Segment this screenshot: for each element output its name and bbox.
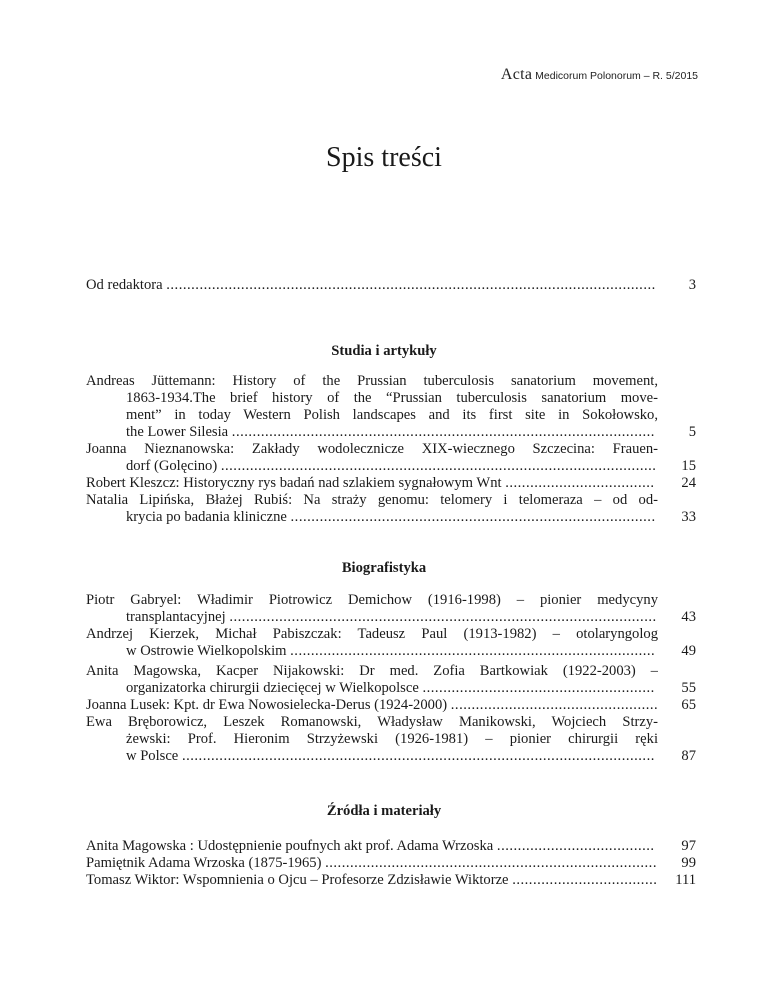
entry-line: transplantacyjnej	[126, 609, 226, 625]
entry-line: Tomasz Wiktor: Wspomnienia o Ojcu – Profesorze Zdzisławie Wiktorze	[86, 872, 509, 888]
leader-dots: ....................................	[505, 475, 655, 491]
entry-line: Anita Magowska : Udostępnienie poufnych akt prof. Adama Wrzoska	[86, 838, 494, 854]
toc-page-number: 111	[675, 872, 696, 888]
entry-line: Robert Kleszcz: Historyczny rys badań nad szlakiem sygnałowym Wnt	[86, 475, 502, 491]
leader-dots: ........................................................	[422, 680, 655, 696]
toc-page-number: 43	[681, 609, 696, 625]
entry-line: Ewa Bręborowicz, Leszek Romanowski, Władysław Manikowski, Wojciech Strzy-	[86, 714, 658, 730]
entry-line: Andreas Jüttemann: History of the Prussian tuberculosis sanatorium movement,	[86, 373, 658, 389]
running-head	[501, 66, 698, 84]
leader-dots: .......................................................................................................	[229, 609, 657, 625]
leader-dots: ........................................................................................	[290, 643, 656, 659]
leader-dots: ......................................................................................................	[231, 424, 655, 440]
journal-name: Acta	[500, 66, 533, 83]
entry-line: Piotr Gabryel: Władimir Piotrowicz Demichow (1916-1998) – pionier medycyny	[86, 592, 658, 608]
entry-line: dorf (Golęcino)	[126, 458, 218, 474]
leader-dots: ......................................	[496, 838, 655, 854]
leader-dots: ..................................................................................................................	[181, 748, 655, 764]
leader-dots: ..................................................	[450, 697, 658, 713]
entry-line: organizatorka chirurgii dziecięcej w Wielkopolsce	[126, 680, 419, 696]
section-heading: Źródła i materiały	[326, 803, 442, 819]
toc-page-number: 33	[681, 509, 696, 525]
page-title: Spis treści	[326, 142, 442, 173]
journal-issue: Medicorum Polonorum – R. 5/2015	[532, 70, 698, 82]
entry-line: Natalia Lipińska, Błażej Rubiś: Na straży genomu: telomery i telomeraza – od od-	[86, 492, 658, 508]
entry-line: the Lower Silesia	[126, 424, 229, 440]
entry-line: Joanna Nieznanowska: Zakłady wodolecznicze XIX-wiecznego Szczecina: Frauen-	[86, 441, 658, 457]
entry-line: Andrzej Kierzek, Michał Pabiszczak: Tadeusz Paul (1913-1982) – otolaryngolog	[86, 626, 658, 642]
entry-line: Pamiętnik Adama Wrzoska (1875-1965)	[86, 855, 322, 871]
toc-page-number: 87	[681, 748, 696, 764]
entry-line: 1863-1934.The brief history of the “Prussian tuberculosis sanatorium move-	[126, 390, 658, 406]
toc-page-number: 97	[681, 838, 696, 854]
entry-line: Anita Magowska, Kacper Nijakowski: Dr med. Zofia Bartkowiak (1922-2003) –	[86, 663, 658, 679]
toc-page-number: 15	[681, 458, 696, 474]
entry-line: w Polsce	[126, 748, 179, 764]
toc-page-number: 99	[681, 855, 696, 871]
toc-page-number: 65	[681, 697, 696, 713]
leader-dots: ........................................................................................	[290, 509, 656, 525]
toc-entry-text: Od redaktora	[86, 277, 163, 293]
toc-page-number: 49	[681, 643, 696, 659]
leader-dots: ................................................................................	[325, 855, 657, 871]
section-heading: Biografistyka	[341, 560, 427, 576]
entry-line: Joanna Lusek: Kpt. dr Ewa Nowosielecka-Derus (1924-2000)	[86, 697, 448, 713]
toc-page-number: 55	[681, 680, 696, 696]
entry-line: w Ostrowie Wielkopolskim	[126, 643, 287, 659]
entry-line: ment” in today Western Polish landscapes and its first site in Sokołowsko,	[126, 407, 658, 423]
entry-line: krycia po badania kliniczne	[126, 509, 287, 525]
entry-line: żewski: Prof. Hieronim Strzyżewski (1926-1981) – pionier chirurgii ręki	[126, 731, 658, 747]
leader-dots: ...................................	[512, 872, 658, 888]
toc-page-number: 24	[681, 475, 696, 491]
toc-page-number: 3	[688, 277, 696, 293]
leader-dots: ......................................................................................................................	[166, 277, 656, 293]
toc-page-number: 5	[688, 424, 696, 440]
leader-dots: .........................................................................................................	[220, 458, 657, 474]
section-heading: Studia i artykuły	[331, 343, 437, 359]
